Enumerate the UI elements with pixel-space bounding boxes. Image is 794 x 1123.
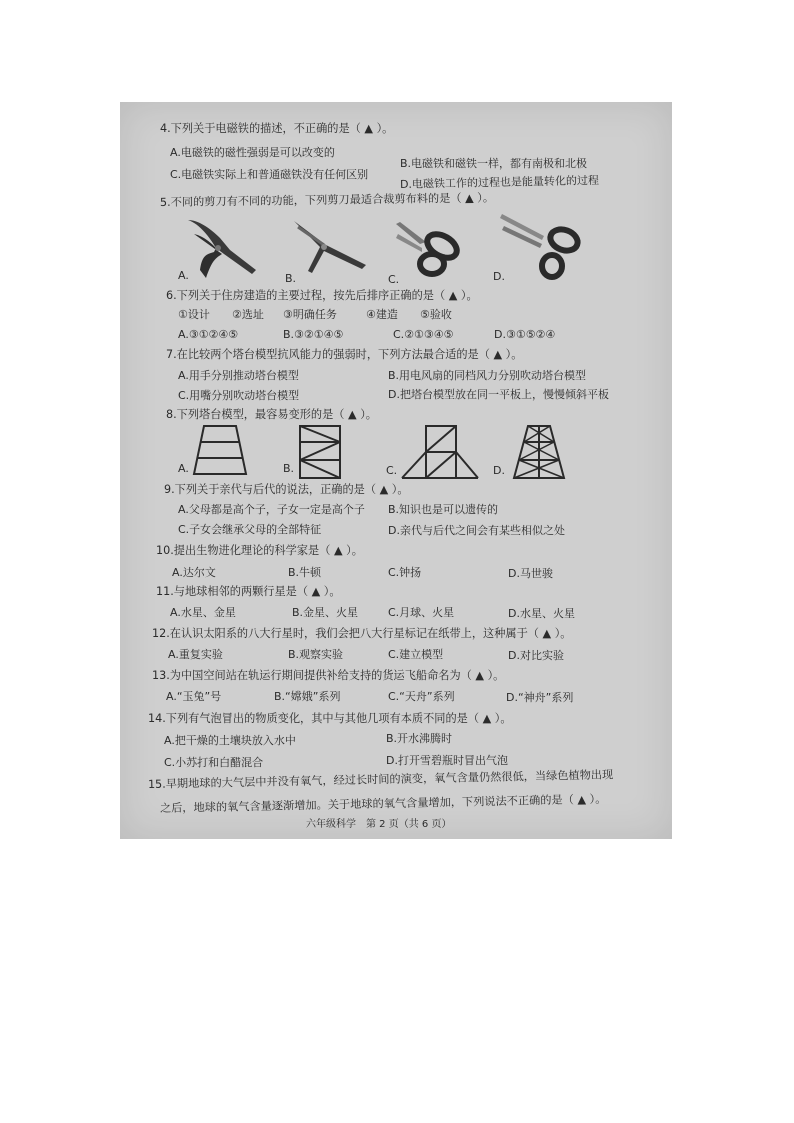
q10-stem: 10.提出生物进化理论的科学家是（ ▲ ）。	[156, 544, 363, 557]
q7-option-c: C.用嘴分别吹动塔台模型	[178, 389, 300, 402]
scissors-c-image	[392, 220, 468, 282]
q7-option-b: B.用电风扇的同档风力分别吹动塔台模型	[388, 369, 587, 382]
q6-step-2: ②选址	[232, 308, 264, 321]
q11-option-a: A.水星、金星	[170, 606, 236, 619]
q8-option-d: D.	[493, 464, 505, 477]
scissors-a-image	[180, 214, 270, 286]
q6-step-1: ①设计	[178, 308, 210, 321]
q6-stem: 6.下列关于住房建造的主要过程，按先后排序正确的是（ ▲ ）。	[166, 289, 478, 302]
q14-option-a: A.把干燥的土壤块放入水中	[164, 734, 296, 747]
q5-stem: 5.不同的剪刀有不同的功能，下列剪刀最适合裁剪布料的是（ ▲ ）。	[159, 191, 495, 209]
q14-option-c: C.小苏打和白醋混合	[164, 756, 264, 769]
q11-option-c: C.月球、火星	[388, 606, 455, 619]
q5-option-b: B.	[285, 272, 297, 285]
q7-option-d: D.把塔台模型放在同一平板上，慢慢倾斜平板	[388, 388, 609, 401]
q9-option-b: B.知识也是可以遗传的	[388, 503, 499, 516]
q12-option-a: A.重复实验	[168, 648, 223, 661]
q14-option-b: B.开水沸腾时	[386, 732, 453, 745]
q4-option-b: B.电磁铁和磁铁一样，都有南极和北极	[400, 157, 588, 170]
q6-option-b: B.③②①④⑤	[283, 328, 344, 341]
page-footer: 六年级科学 第 2 页（共 6 页）	[306, 819, 452, 830]
q6-step-5: ⑤验收	[420, 308, 452, 321]
q6-option-a: A.③①②④⑤	[178, 328, 239, 341]
q4-option-a: A.电磁铁的磁性强弱是可以改变的	[170, 146, 335, 159]
tower-d-image	[512, 424, 566, 480]
q13-option-a: A.“玉兔”号	[166, 690, 222, 703]
q14-option-d: D.打开雪碧瓶时冒出气泡	[386, 754, 508, 767]
q13-stem: 13.为中国空间站在轨运行期间提供补给支持的货运飞船命名为（ ▲ ）。	[152, 669, 505, 682]
q15-stem-line2: 之后，地球的氧气含量逐渐增加。关于地球的氧气含量增加，下列说法不正确的是（ ▲ ）。	[159, 792, 607, 815]
q8-option-b: B.	[283, 462, 295, 475]
q13-option-c: C.“天舟”系列	[388, 690, 455, 703]
q6-step-4: ④建造	[366, 308, 398, 321]
q11-stem: 11.与地球相邻的两颗行星是（ ▲ ）。	[156, 585, 341, 598]
q7-option-a: A.用手分别推动塔台模型	[178, 369, 299, 382]
q14-stem: 14.下列有气泡冒出的物质变化，其中与其他几项有本质不同的是（ ▲ ）。	[148, 712, 512, 725]
tower-b-image	[298, 424, 342, 480]
q12-option-c: C.建立模型	[388, 648, 444, 661]
tower-a-image	[192, 424, 248, 476]
q13-option-b: B.“嫦娥”系列	[274, 690, 341, 703]
q12-option-d: D.对比实验	[508, 649, 564, 662]
q5-option-a: A.	[178, 269, 189, 282]
q6-option-d: D.③①⑤②④	[494, 328, 556, 341]
q9-stem: 9.下列关于亲代与后代的说法，正确的是（ ▲ ）。	[164, 483, 409, 496]
scissors-d-image	[498, 212, 584, 284]
q10-option-c: C.钟扬	[388, 566, 422, 579]
q6-option-c: C.②①③④⑤	[393, 328, 454, 341]
q5-option-d: D.	[493, 270, 505, 283]
q10-option-b: B.牛顿	[288, 566, 322, 579]
q10-option-d: D.马世骏	[508, 567, 553, 580]
q11-option-d: D.水星、火星	[508, 607, 575, 620]
q13-option-d: D.“神舟”系列	[506, 691, 574, 704]
exam-page-photo	[120, 102, 672, 839]
scissors-b-image	[290, 217, 370, 277]
q9-option-c: C.子女会继承父母的全部特征	[178, 523, 322, 536]
q10-option-a: A.达尔文	[172, 566, 216, 579]
q7-stem: 7.在比较两个塔台模型抗风能力的强弱时，下列方法最合适的是（ ▲ ）。	[166, 348, 523, 361]
q11-option-b: B.金星、火星	[292, 606, 359, 619]
q9-option-d: D.亲代与后代之间会有某些相似之处	[388, 524, 565, 537]
q4-stem: 4.下列关于电磁铁的描述，不正确的是（ ▲ ）。	[160, 122, 394, 135]
q8-option-a: A.	[178, 462, 189, 475]
q5-option-c: C.	[388, 273, 400, 286]
q4-option-d: D.电磁铁工作的过程也是能量转化的过程	[399, 173, 600, 191]
q4-option-c: C.电磁铁实际上和普通磁铁没有任何区别	[170, 168, 369, 181]
q12-stem: 12.在认识太阳系的八大行星时，我们会把八大行星标记在纸带上，这种属于（ ▲ ）。	[152, 627, 572, 640]
q8-stem: 8.下列塔台模型，最容易变形的是（ ▲ ）。	[166, 408, 377, 421]
q6-step-3: ③明确任务	[283, 308, 337, 321]
q8-option-c: C.	[386, 464, 398, 477]
q9-option-a: A.父母都是高个子，子女一定是高个子	[178, 503, 365, 516]
q12-option-b: B.观察实验	[288, 648, 344, 661]
q15-stem-line1: 15.早期地球的大气层中并没有氧气，经过长时间的演变，氧气含量仍然很低，当绿色植物出现	[147, 768, 614, 791]
tower-c-image	[400, 424, 480, 480]
